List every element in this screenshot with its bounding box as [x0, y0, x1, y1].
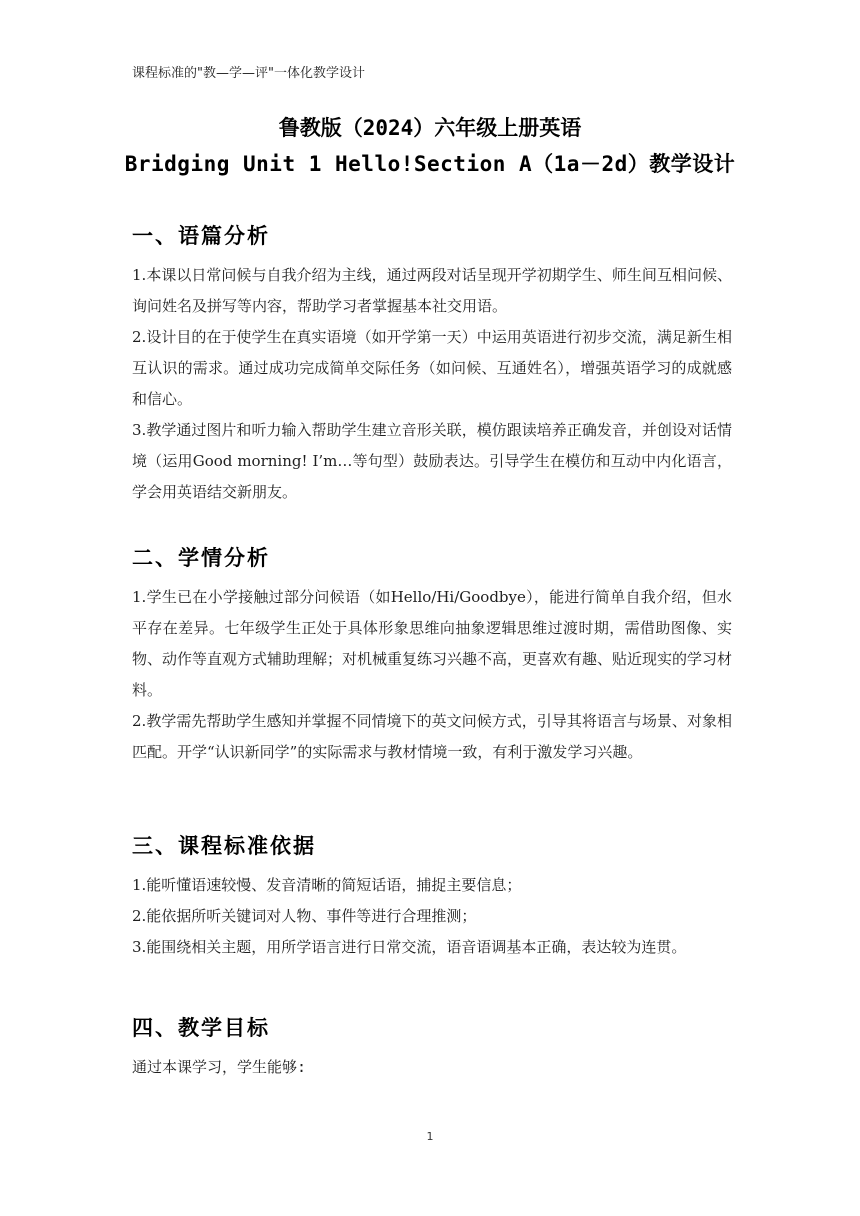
- document-title: 鲁教版（2024）六年级上册英语: [278, 116, 582, 140]
- section-learner-analysis: [132, 541, 732, 768]
- paragraph: 1.本课以日常问候与自我介绍为主线，通过两段对话呈现开学初期学生、师生间互相问候、询问姓名及拼写等内容，帮助学习者掌握基本社交用语。: [132, 266, 732, 315]
- section-teaching-objectives: [132, 1011, 732, 1083]
- paragraph: 1.能听懂语速较慢、发音清晰的简短话语，捕捉主要信息；: [132, 876, 522, 894]
- section-heading: 二、学情分析: [132, 546, 270, 570]
- section-heading: 三、课程标准依据: [132, 834, 316, 858]
- objectives-intro: 通过本课学习，学生能够:: [132, 1058, 307, 1076]
- paragraph: 2.能依据所听关键词对人物、事件等进行合理推测；: [132, 907, 477, 925]
- paragraph: 3.教学通过图片和听力输入帮助学生建立音形关联，模仿跟读培养正确发音，并创设对话情境（运用Good morning! I’m…等句型）鼓励表达。引导学生在模仿和互动中内化语言，学会用英语结交新朋友。: [132, 421, 732, 501]
- paragraph: 2.教学需先帮助学生感知并掌握不同情境下的英文问候方式，引导其将语言与场景、对象相匹配。开学“认识新同学”的实际需求与教材情境一致，有利于激发学习兴趣。: [132, 712, 732, 761]
- section-heading: 一、语篇分析: [132, 224, 270, 248]
- section-curriculum-standards: [132, 829, 732, 963]
- page-number: 1: [426, 1130, 434, 1143]
- paragraph: 2.设计目的在于使学生在真实语境（如开学第一天）中运用英语进行初步交流，满足新生相互认识的需求。通过成功完成简单交际任务（如问候、互通姓名），增强英语学习的成就感和信心。: [132, 328, 732, 408]
- section-text-analysis: [132, 219, 732, 508]
- section-heading: 四、教学目标: [132, 1016, 270, 1040]
- page-header: 课程标准的"教—学—评"一体化教学设计: [132, 66, 365, 81]
- paragraph: 3.能围绕相关主题，用所学语言进行日常交流，语音语调基本正确，表达较为连贯。: [132, 938, 687, 956]
- document-subtitle: Bridging Unit 1 Hello!Section A（1a－2d）教学设计: [124, 152, 736, 176]
- paragraph: 1.学生已在小学接触过部分问候语（如Hello/Hi/Goodbye），能进行简单自我介绍，但水平存在差异。七年级学生正处于具体形象思维向抽象逻辑思维过渡时期，需借助图像、实物、动作等直观方式辅助理解；对机械重复练习兴趣不高，更喜欢有趣、贴近现实的学习材料。: [132, 588, 733, 699]
